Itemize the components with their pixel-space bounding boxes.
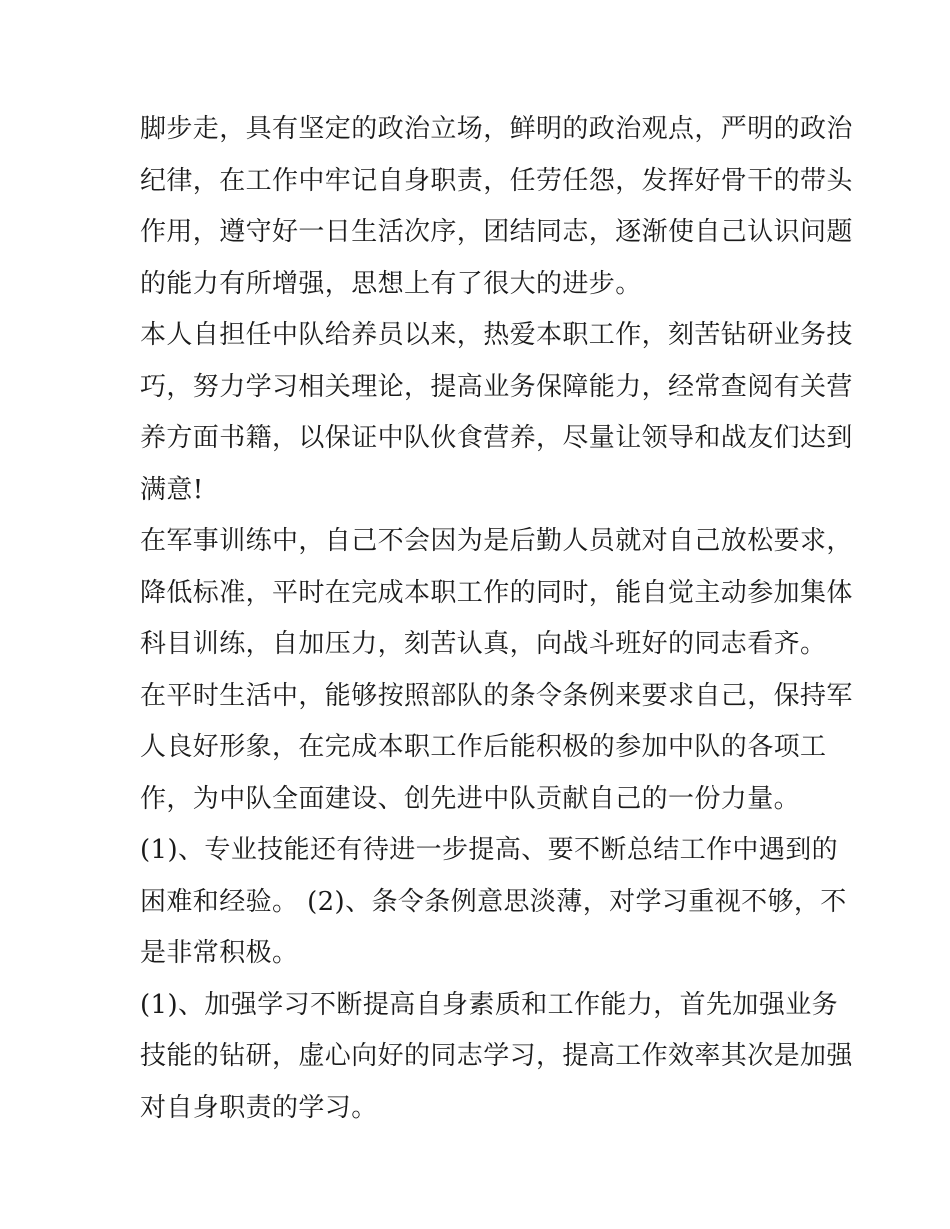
paragraph-shortcomings [140,825,847,980]
paragraph-job-duties [140,310,853,516]
text-line: 脚步走，具有坚定的政治立场，鲜明的政治观点，严明的政治 [140,114,853,144]
text-line: 作用，遵守好一日生活次序，团结同志，逐渐使自己认识问题 [140,217,853,247]
paragraph-daily-life [140,671,853,826]
document-body [140,104,853,1134]
text-line: 本人自担任中队给养员以来，热爱本职工作，刻苦钻研业务技 [140,320,853,350]
text-line: 的能力有所增强，思想上有了很大的进步。 [140,268,642,299]
text-line: 作，为中队全面建设、创先进中队贡献自己的一份力量。 [140,783,801,814]
text-line: 人良好形象，在完成本职工作后能积极的参加中队的各项工 [140,732,827,762]
text-line: 困难和经验。 (2)、条令条例意思淡薄，对学习重视不够，不 [140,886,847,917]
text-line: 是非常积极。 [140,938,299,968]
text-line: (1)、加强学习不断提高自身素质和工作能力，首先加强业务 [140,989,839,1020]
text-line: 在平时生活中，能够按照部队的条令条例来要求自己，保持军 [140,680,853,711]
text-line: 科目训练，自加压力，刻苦认真，向战斗班好的同志看齐。 [140,629,827,659]
paragraph-political-stance [140,104,853,310]
paragraph-improvement-plan [140,980,853,1135]
text-line: 巧，努力学习相关理论，提高业务保障能力，经常查阅有关营 [140,371,853,402]
paragraph-military-training [140,516,853,671]
text-line: 技能的钻研，虚心向好的同志学习，提高工作效率其次是加强 [140,1041,853,1071]
text-line: 纪律，在工作中牢记自身职责，任劳任怨，发挥好骨干的带头 [140,165,853,196]
text-line: 养方面书籍，以保证中队伙食营养，尽量让领导和战友们达到 [140,423,853,453]
text-line: 对自身职责的学习。 [140,1092,378,1123]
text-line: 满意! [140,474,204,505]
text-line: 在军事训练中，自己不会因为是后勤人员就对自己放松要求， [140,526,853,556]
text-line: (1)、专业技能还有待进一步提高、要不断总结工作中遇到的 [140,835,839,865]
text-line: 降低标准，平时在完成本职工作的同时，能自觉主动参加集体 [140,577,853,608]
